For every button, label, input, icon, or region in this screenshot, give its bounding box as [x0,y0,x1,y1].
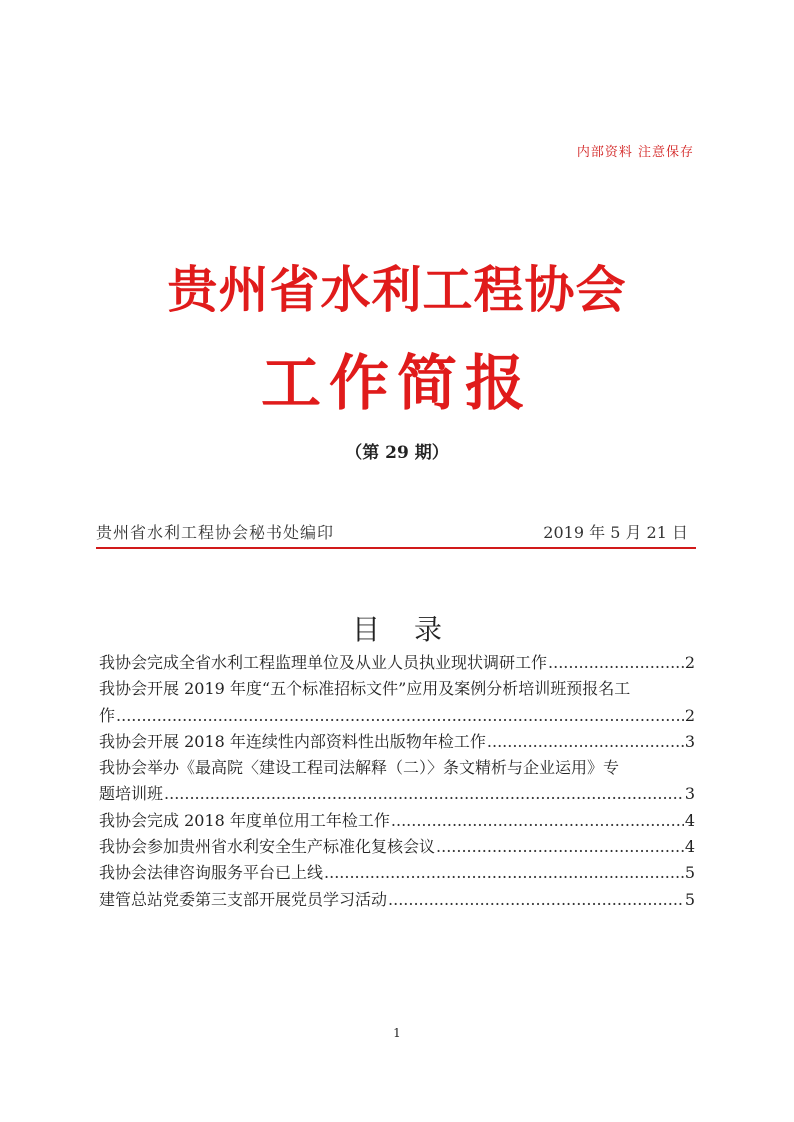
issue-info-line [96,520,694,542]
issue-date: 2019 年 5 月 21 日 [543,523,688,542]
toc-leader-dots [487,729,684,755]
confidential-notice: 内部资料 注意保存 [576,145,694,160]
page-number: 1 [393,1026,401,1040]
editor-name: 贵州省水利工程协会秘书处编印 [96,523,335,542]
toc-entry-page: 3 [684,731,695,751]
toc-leader-dots [388,887,684,913]
toc-entry-title: 我协会完成全省水利工程监理单位及从业人员执业现状调研工作 [99,653,548,672]
toc-entry-title: 我协会法律咨询服务平台已上线 [99,863,324,883]
toc-entry-page: 5 [684,863,695,883]
toc-entry-title: 我协会开展 2018 年连续性内部资料性出版物年检工作 [99,731,486,751]
toc-entry-title-line1[interactable]: 我协会开展 2019 年度“五个标准招标文件”应用及案例分析培训班预报名工 [99,679,631,699]
toc-leader-dots [391,808,684,834]
toc-leader-dots [116,703,684,729]
toc-leader-dots [436,834,684,860]
toc-leader-dots [324,860,684,886]
red-divider [96,547,696,549]
toc-entry-page: 4 [684,810,695,830]
toc-entry-page: 5 [684,889,695,909]
toc-entry[interactable] [99,808,695,834]
toc-entry-title: 建管总站党委第三支部开展党员学习活动 [99,889,388,909]
toc-entry-title: 我协会完成 2018 年度单位用工年检工作 [99,810,390,830]
toc-heading: 目录 [351,613,476,646]
toc-entry[interactable] [99,729,695,755]
toc-leader-dots [164,781,684,807]
toc-entry[interactable] [99,650,695,676]
toc-entry-title: 作 [99,705,116,725]
toc-leader-dots [548,650,684,676]
toc-entry-page: 4 [684,837,695,857]
toc-entry-title: 我协会参加贵州省水利安全生产标准化复核会议 [99,837,436,857]
toc-entry[interactable] [99,860,695,886]
bulletin-title: 工作简报 [261,349,533,419]
organization-title: 贵州省水利工程协会 [167,260,627,319]
toc-entry-page: 3 [684,784,695,804]
toc-entry-page: 2 [684,653,695,672]
toc-entry[interactable] [99,781,695,807]
toc-entry[interactable] [99,887,695,913]
toc-entry-title: 题培训班 [99,784,164,804]
toc-entry[interactable] [99,834,695,860]
toc-entry[interactable] [99,703,695,729]
issue-number: （第 29 期） [345,443,449,463]
toc-entry-title-line1[interactable]: 我协会举办《最高院〈建设工程司法解释（二）〉条文精析与企业运用》专 [99,758,620,778]
table-of-contents [99,650,695,913]
toc-entry-page: 2 [684,705,695,725]
